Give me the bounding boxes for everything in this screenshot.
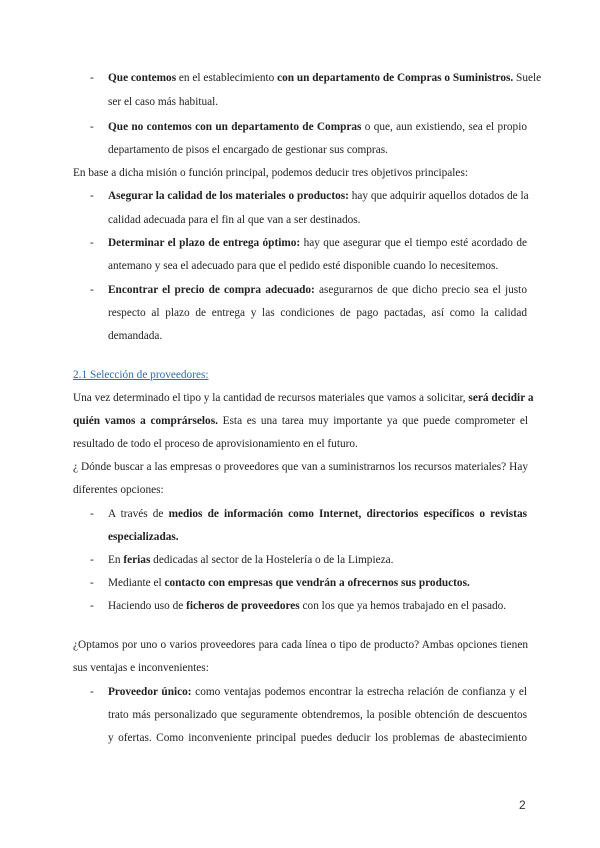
text: hay que adquirir aquellos dotados de la (348, 190, 529, 202)
text: departamento de pisos el encargado de gestionar sus compras. (108, 144, 388, 156)
bold-text: ferias (123, 554, 151, 566)
question2-line1 (73, 638, 528, 652)
text: con los que ya hemos trabajado en el pasado. (299, 600, 507, 612)
bullet-dash: - (90, 686, 94, 698)
bold-text: Que contemos (108, 72, 177, 84)
text: Mediante el (108, 577, 165, 589)
text: diferentes opciones: (73, 484, 164, 496)
list3-item1-line1 (108, 507, 527, 521)
bold-text: Determinar el plazo de entrega óptimo: (108, 237, 301, 249)
text: trato más personalizado que seguramente obtendremos, la posible obtención de descuentos (108, 709, 527, 721)
list2-item2-line1 (108, 236, 527, 250)
text: dedicadas al sector de la Hostelería o de la Limpieza. (150, 554, 394, 566)
bold-text: especializadas. (108, 531, 179, 543)
list4-item1-line1 (108, 685, 527, 699)
text: hay que asegurar que el tiempo esté acordado de (300, 237, 528, 249)
list2-item2-line2 (108, 259, 527, 273)
text: resultado de todo el proceso de aprovisionamiento en el futuro. (73, 438, 358, 450)
text: Una vez determinado el tipo y la cantidad de recursos materiales que vamos a solicitar, (73, 392, 469, 404)
text: demandada. (108, 330, 163, 342)
bullet-dash: - (90, 237, 94, 249)
paragraph1-line2 (73, 414, 528, 428)
list1-item1-line1 (108, 71, 542, 85)
list3-item1-line2 (108, 530, 527, 544)
text: como ventajas podemos encontrar la estrecha relación de confianza y el (191, 686, 527, 698)
text: respecto al plazo de entrega y las condiciones de pago pactadas, así como la calidad (108, 307, 527, 319)
list3-item2 (108, 553, 527, 567)
bullet-dash: - (90, 284, 94, 296)
paragraph1-line3 (73, 437, 528, 451)
bullet-dash: - (90, 72, 94, 84)
bold-text: Que no contemos con un departamento de Compras (108, 121, 362, 133)
bold-text: ficheros de proveedores (186, 600, 300, 612)
list2-item1-line1 (108, 189, 527, 203)
text: ser el caso más habitual. (108, 96, 219, 108)
list3-item3 (108, 576, 527, 590)
paragraph1-line1 (73, 391, 534, 405)
text: asegurarnos de que dicho precio sea el justo (314, 284, 527, 296)
text: Esta es una tarea muy importante ya que puede comprometer el (217, 415, 529, 427)
bullet-dash: - (90, 600, 94, 612)
bullet-dash: - (90, 508, 94, 520)
list1-item1-line2 (108, 95, 527, 109)
text: y ofertas. Como inconveniente principal puedes deducir los problemas de abastecimiento (108, 732, 527, 744)
text: sus ventajas e inconvenientes: (73, 662, 209, 674)
bullet-dash: - (90, 190, 94, 202)
text: ¿Optamos por uno o varios proveedores para cada línea o tipo de producto? Ambas opciones tienen (73, 639, 528, 651)
text: Haciendo uso de (108, 600, 187, 612)
page-number: 2 (519, 798, 526, 812)
list4-item1-line2 (108, 708, 527, 722)
text: calidad adecuada para el fin al que van a ser destinados. (108, 214, 361, 226)
text: Suele (513, 72, 542, 84)
bold-text: Asegurar la calidad de los materiales o productos: (108, 190, 349, 202)
bold-text: quién vamos a comprárselos. (73, 415, 218, 427)
list2-item1-line2 (108, 213, 527, 227)
list2-item3-line1 (108, 283, 527, 297)
question1-line2 (73, 483, 528, 497)
intro-paragraph (73, 166, 528, 180)
text: ¿ Dónde buscar a las empresas o proveedores que van a suministrarnos los recursos materiales? Hay (73, 461, 528, 473)
bold-text: será decidir a (468, 392, 534, 404)
question2-line2 (73, 661, 528, 675)
bold-text: medios de información como Internet, directorios específicos o revistas (168, 508, 527, 520)
bullet-dash: - (90, 554, 94, 566)
list3-item4 (108, 599, 527, 613)
list1-item2-line1 (108, 120, 527, 134)
list1-item2-line2 (108, 143, 527, 157)
bold-text: con un departamento de Compras o Suministros. (277, 72, 514, 84)
list4-item1-line3 (108, 731, 527, 745)
text: En base a dicha misión o función principal, podemos deducir tres objetivos principales: (73, 167, 468, 179)
bold-text: Encontrar el precio de compra adecuado: (108, 284, 315, 296)
bold-text: Proveedor único: (108, 686, 192, 698)
section-heading[interactable]: 2.1 Selección de proveedores: (73, 369, 209, 381)
question1-line1 (73, 460, 528, 474)
bullet-dash: - (90, 121, 94, 133)
list2-item3-line2 (108, 306, 527, 320)
text: o que, aun existiendo, sea el propio (361, 121, 527, 133)
bullet-dash: - (90, 577, 94, 589)
text: A través de (108, 508, 169, 520)
text: En (108, 554, 124, 566)
list2-item3-line3 (108, 329, 527, 343)
bold-text: contacto con empresas que vendrán a ofrecernos sus productos. (164, 577, 470, 589)
text: antemano y sea el adecuado para que el pedido esté disponible cuando lo necesitemos. (108, 260, 499, 272)
text: en el establecimiento (176, 72, 278, 84)
